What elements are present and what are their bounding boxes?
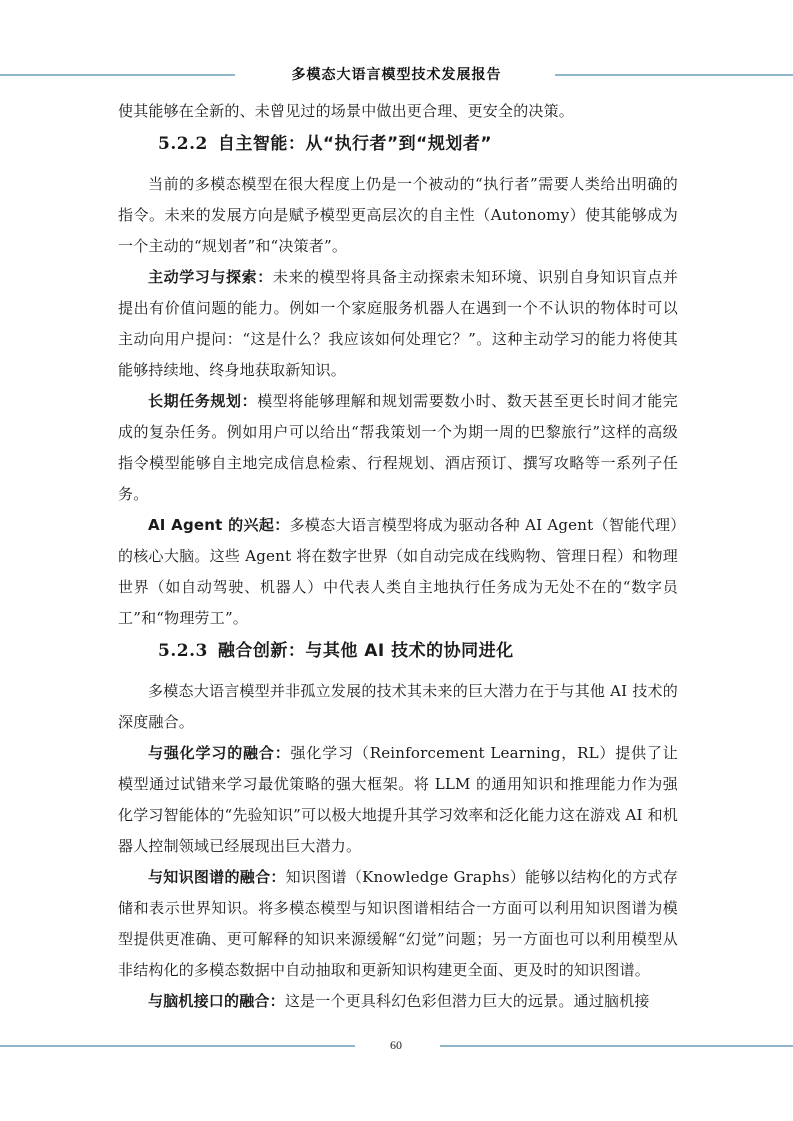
footer-rule-right — [440, 1045, 793, 1047]
paragraph-lead-term: 与脑机接口的融合： — [148, 992, 285, 1010]
body-paragraph — [118, 96, 678, 127]
lead-paragraph — [118, 386, 678, 510]
lead-paragraph — [118, 262, 678, 386]
paragraph-lead-term: 与知识图谱的融合： — [148, 868, 286, 886]
paragraph-text: 这是一个更具科幻色彩但潜力巨大的远景。通过脑机接 — [284, 992, 650, 1010]
section-title: 自主智能：从“执行者”到“规划者” — [217, 134, 493, 154]
section-number: 5.2.2 — [158, 134, 208, 154]
body-paragraph — [118, 676, 678, 738]
paragraph-lead-term: 长期任务规划： — [148, 392, 258, 410]
paragraph-lead-term: 与强化学习的融合： — [148, 744, 291, 762]
paragraph-text: 知识图谱（Knowledge Graphs）能够以结构化的方式存储和表示世界知识。将多模态模型与知识图谱相结合一方面可以利用知识图谱为模型提供更准确、更可解释的知识来源缓解“幻觉”问题；另一方面也可以利用模型从非结构化的多模态数据中自动抽取和更新知识构建更全面、更及时的知识图谱。 — [118, 868, 678, 979]
lead-paragraph — [118, 986, 678, 1017]
lead-paragraph — [118, 738, 678, 862]
section-title: 融合创新：与其他 AI 技术的协同进化 — [217, 641, 514, 661]
lead-paragraph — [118, 862, 678, 986]
footer-rule-left — [0, 1045, 355, 1047]
paragraph-text: 强化学习（Reinforcement Learning，RL）提供了让模型通过试错来学习最优策略的强大框架。将 LLM 的通用知识和推理能力作为强化学习智能体的“先验知识”可以极大地提升其学习效率和泛化能力这在游戏 AI 和机器人控制领域已经展现出巨大潜力。 — [118, 744, 678, 855]
paragraph-text: 多模态大语言模型并非孤立发展的技术其未来的巨大潜力在于与其他 AI 技术的深度融合。 — [118, 682, 678, 731]
paragraph-text: 多模态大语言模型将成为驱动各种 AI Agent（智能代理）的核心大脑。这些 Agent 将在数字世界（如自动完成在线购物、管理日程）和物理世界（如自动驾驶、机器人）中代表人类自主地执行任务成为无处不在的“数字员工”和“物理劳工”。 — [118, 516, 679, 627]
section-heading — [118, 634, 678, 668]
section-number: 5.2.3 — [158, 641, 208, 661]
body-paragraph — [118, 169, 678, 262]
paragraph-lead-term: 主动学习与探索： — [148, 268, 273, 286]
paragraph-text: 当前的多模态模型在很大程度上仍是一个被动的“执行者”需要人类给出明确的指令。未来的发展方向是赋予模型更高层次的自主性（Autonomy）使其能够成为一个主动的“规划者”和“决策者”。 — [118, 175, 678, 255]
running-header-title: 多模态大语言模型技术发展报告 — [291, 67, 502, 83]
section-heading — [118, 127, 678, 161]
header-rule-right — [555, 74, 793, 76]
paragraph-text: 模型将能够理解和规划需要数小时、数天甚至更长时间才能完成的复杂任务。例如用户可以给出“帮我策划一个为期一周的巴黎旅行”这样的高级指令模型能够自主地完成信息检索、行程规划、酒店预订、撰写攻略等一系列子任务。 — [118, 392, 678, 503]
page-number: 60 — [390, 1038, 402, 1052]
paragraph-lead-term: AI Agent 的兴起： — [148, 516, 290, 534]
paragraph-text: 使其能够在全新的、未曾见过的场景中做出更合理、更安全的决策。 — [118, 102, 575, 120]
paragraph-text: 未来的模型将具备主动探索未知环境、识别自身知识盲点并提出有价值问题的能力。例如一个家庭服务机器人在遇到一个不认识的物体时可以主动向用户提问：“这是什么？我应该如何处理它？”。这种主动学习的能力将使其能够持续地、终身地获取新知识。 — [118, 268, 679, 379]
page-body — [118, 96, 678, 1017]
lead-paragraph — [118, 510, 678, 634]
